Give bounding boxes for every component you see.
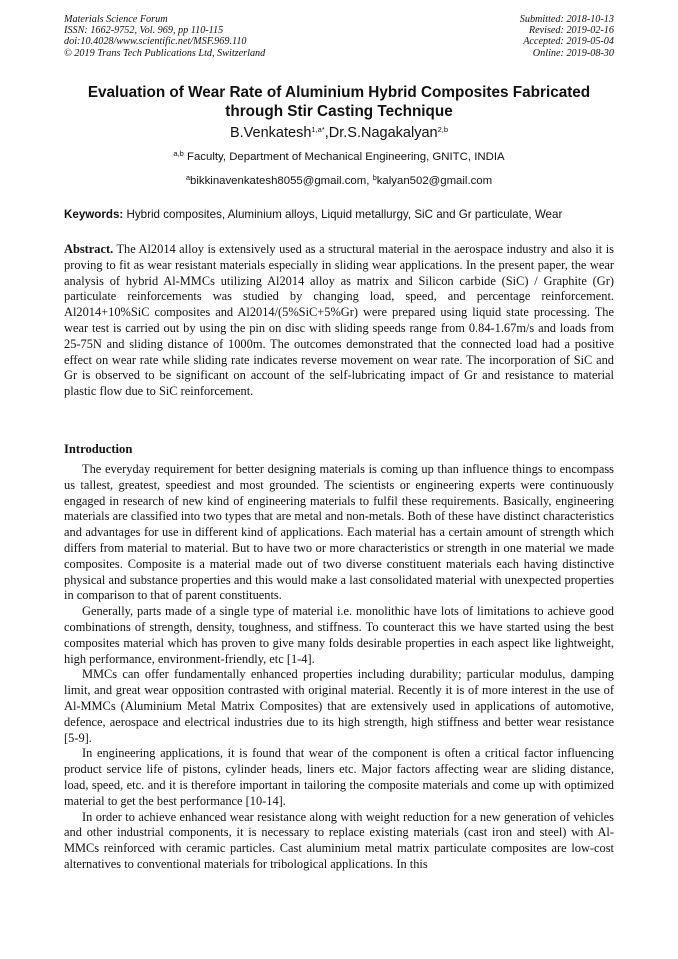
- author-emails: [40, 174, 638, 188]
- author-1: B.Venkatesh: [229, 125, 312, 141]
- accepted-date: Accepted: 2019-05-04: [523, 36, 614, 48]
- issn-line: ISSN: 1662-9752, Vol. 969, pp 110-115: [64, 25, 224, 37]
- email-a-marker: a: [185, 173, 191, 182]
- abstract: [64, 242, 614, 400]
- paragraph: MMCs can offer fundamentally enhanced properties including durability; particular modulus, damping limit, and great wear opposition contrasted with original material. Recently it is of more interest in the use of Al-MMCs (Aluminium Metal Matrix Composites) that are extensively used in applications of automotive, defence, aerospace and electrical industries due to its high strength, high stiffness and better wear resistance [5-9].: [64, 667, 614, 745]
- author-line: [40, 124, 638, 142]
- title-line-2: through Stir Casting Technique: [225, 102, 453, 120]
- paper-title: [40, 84, 638, 121]
- publication-dates: [520, 14, 614, 59]
- abstract-text: The Al2014 alloy is extensively used as a structural material in the aerospace industry and also it is proving to fit as wear resistant materials especially in sliding wear applications. In the present paper, the wear analysis of hybrid Al-MMCs utilizing Al2014 alloy as matrix and Silicon carbide (SiC) / Graphite (Gr) particulate reinforcements was studied by changing load, speed, and percentage reinforcement. Al2014+10%SiC composites and Al2014/(5%SiC+5%Gr) were prepared using liquid state processing. The wear test is carried out by using the pin on disc with sliding speeds range from 0.84-1.67m/s and loads from 25-75N and sliding distance of 1000m. The outcomes demonstrated that the connected load had a positive effect on wear rate while sliding rate indicates reverse movement on wear rate. The incorporation of SiC and Gr is observed to be significant on account of the self-lubricating impact of Gr and resistance to material plastic flow due to SiC reinforcement.: [64, 242, 614, 399]
- affiliation-text: Faculty, Department of Mechanical Engineering, GNITC, INDIA: [183, 151, 505, 163]
- online-date: Online: 2019-08-30: [532, 47, 614, 59]
- title-line-1: Evaluation of Wear Rate of Aluminium Hybrid Composites Fabricated: [87, 84, 591, 101]
- affiliation: [40, 150, 638, 164]
- doi-line: doi:10.4028/www.scientific.net/MSF.969.110: [64, 36, 247, 48]
- section-heading-introduction: Introduction: [64, 442, 133, 456]
- journal-info: [64, 14, 265, 59]
- revised-date: Revised: 2019-02-16: [528, 25, 614, 37]
- author-2: Dr.S.Nagakalyan: [328, 125, 438, 141]
- author-1-affil: 1,a*: [311, 125, 325, 134]
- keywords-text: Hybrid composites, Aluminium alloys, Liquid metallurgy, SiC and Gr particulate, Wear: [123, 208, 563, 221]
- paragraph: In order to achieve enhanced wear resistance along with weight reduction for a new generation of vehicles and other industrial components, it is necessary to replace existing materials (cast iron and steel) with Al-MMCs reinforced with ceramic particles. Cast aluminium metal matrix particulate composites are low-cost alternatives to conventional materials for tribological applications. In this: [64, 809, 614, 871]
- keywords-label: Keywords:: [64, 208, 124, 221]
- paragraph: In engineering applications, it is found that wear of the component is often a critical factor influencing product service life of pistons, cylinder heads, liners etc. Major factors affecting wear are sliding distance, load, speed, etc. and it is therefore important in tailoring the composite materials and come up with optimized material to get the best performance [10-14].: [64, 746, 614, 808]
- submitted-date: Submitted: 2018-10-13: [519, 14, 614, 25]
- keywords: [64, 208, 624, 222]
- email-b-marker: b: [372, 173, 377, 182]
- copyright-line: © 2019 Trans Tech Publications Ltd, Switzerland: [64, 47, 266, 59]
- email-b: kalyan502@gmail.com: [376, 175, 493, 187]
- author-separator: ,: [324, 125, 329, 141]
- abstract-label: Abstract.: [64, 242, 114, 256]
- introduction-body: [64, 462, 614, 873]
- paragraph: Generally, parts made of a single type of material i.e. monolithic have lots of limitations to achieve good combinations of strength, density, toughness, and stiffness. To counteract this we have started using the best composites material which has proven to give many folds desirable properties in each aspect like lightweight, high performance, environment-friendly, etc [1-4].: [64, 604, 614, 666]
- affiliation-marker: a,b: [173, 149, 184, 158]
- author-2-affil: 2,b: [437, 125, 449, 134]
- email-a: bikkinavenkatesh8055@gmail.com,: [190, 175, 373, 187]
- paragraph: The everyday requirement for better designing materials is coming up than influence things to encompass us tallest, greatest, speediest and most grounded. The scientists or engineering experts were continuously engaged in research of new kind of engineering materials to fulfil these requirements. Basically, engineering materials are classified into two types that are metal and non-metals. Both of these have distinct characteristics and advantages for use in different kind of applications. Each material has a certain amount of strength which differs from material to material. But to have two or more characteristics or strength in one material we made composites. Composite is a material made out of two diverse constituent materials each having distinctive physical and substance properties and this would make a last consolidated material with unexpected properties in comparison to that of parent constituents.: [64, 462, 614, 603]
- journal-name: Materials Science Forum: [64, 14, 168, 25]
